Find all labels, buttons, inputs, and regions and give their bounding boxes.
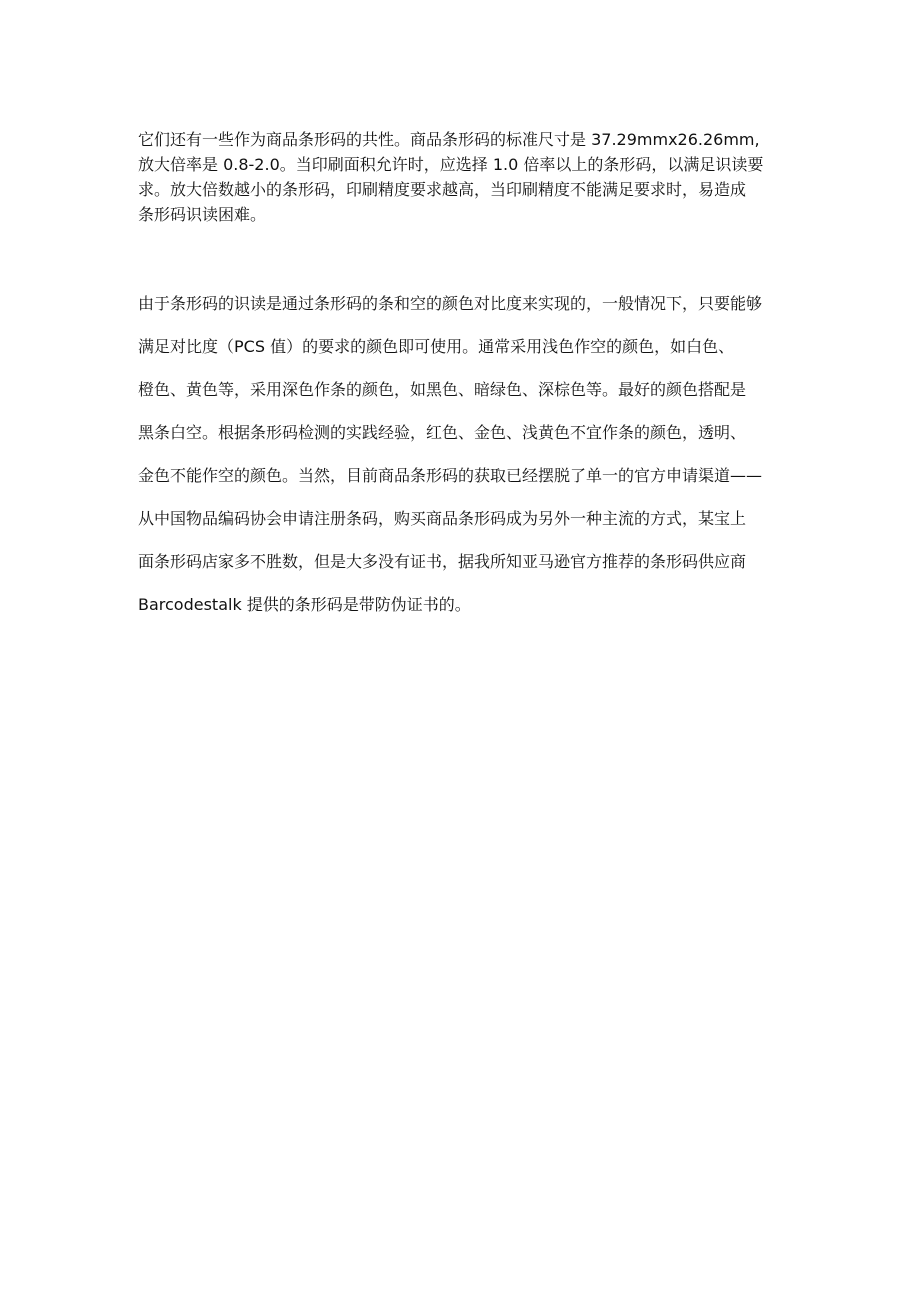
text-line: 橙色、黄色等，采用深色作条的颜色，如黑色、暗绿色、深棕色等。最好的颜色搭配是 [138,380,747,399]
text-line: 它们还有一些作为商品条形码的共性。商品条形码的标准尺寸是 37.29mmx26.26mm, [138,130,760,149]
paragraph-barcode-color-contrast [138,292,788,636]
text-line: 求。放大倍数越小的条形码，印刷精度要求越高，当印刷精度不能满足要求时，易造成 [138,180,747,199]
text-line: 面条形码店家多不胜数，但是大多没有证书，据我所知亚马逊官方推荐的条形码供应商 [138,552,747,571]
text-line: 条形码识读困难。 [138,205,267,224]
text-line: Barcodestalk 提供的条形码是带防伪证书的。 [138,595,471,614]
text-line: 由于条形码的识读是通过条形码的条和空的颜色对比度来实现的，一般情况下，只要能够 [138,294,763,313]
paragraph-barcode-common-traits [138,127,788,227]
text-line: 金色不能作空的颜色。当然，目前商品条形码的获取已经摆脱了单一的官方申请渠道—— [138,466,763,485]
text-line: 从中国物品编码协会申请注册条码，购买商品条形码成为另外一种主流的方式，某宝上 [138,509,747,528]
text-line: 满足对比度（PCS 值）的要求的颜色即可使用。通常采用浅色作空的颜色，如白色、 [138,337,735,356]
text-line: 放大倍率是 0.8-2.0。当印刷面积允许时，应选择 1.0 倍率以上的条形码，以满足识读要 [138,155,764,174]
text-line: 黑条白空。根据条形码检测的实践经验，红色、金色、浅黄色不宜作条的颜色，透明、 [138,423,747,442]
